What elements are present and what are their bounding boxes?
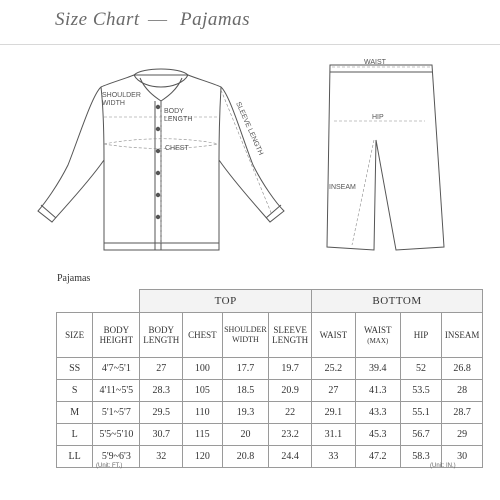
size-table	[56, 289, 483, 468]
cell-hip: 55.1	[400, 402, 442, 424]
cell-waist: 27	[312, 380, 356, 402]
col-sleeve-length: SLEEVE LENGTH	[269, 313, 312, 358]
body-length-label: BODY LENGTH	[164, 108, 193, 123]
table-row	[57, 402, 483, 424]
cell-size: M	[57, 402, 93, 424]
cell-body-length: 29.5	[140, 402, 183, 424]
cell-shoulder-width: 18.5	[222, 380, 269, 402]
col-size: SIZE	[57, 313, 93, 358]
table-caption: Pajamas	[57, 273, 91, 284]
col-hip: HIP	[400, 313, 442, 358]
page-title: Size Chart	[55, 9, 140, 30]
cell-shoulder-width: 20.8	[222, 446, 269, 468]
cell-hip: 52	[400, 358, 442, 380]
cell-body-length: 27	[140, 358, 183, 380]
waist-label: WAIST	[364, 59, 386, 66]
cell-sleeve-length: 20.9	[269, 380, 312, 402]
cell-sleeve-length: 22	[269, 402, 312, 424]
cell-inseam: 28	[442, 380, 483, 402]
table-corner	[57, 290, 140, 313]
cell-hip: 56.7	[400, 424, 442, 446]
col-body-length: BODY LENGTH	[140, 313, 183, 358]
cell-hip: 58.3	[400, 446, 442, 468]
cell-body-height: 4'11~5'5	[93, 380, 140, 402]
inseam-label: INSEAM	[329, 184, 356, 191]
cell-size: S	[57, 380, 93, 402]
cell-waist-max: 43.3	[355, 402, 400, 424]
cell-waist-max: 45.3	[355, 424, 400, 446]
pants-measure-lines	[332, 67, 430, 245]
col-inseam: INSEAM	[442, 313, 483, 358]
unit-note-in: (Unit: IN.)	[430, 463, 456, 469]
cell-body-length: 28.3	[140, 380, 183, 402]
cell-waist-max: 41.3	[355, 380, 400, 402]
cell-body-length: 32	[140, 446, 183, 468]
shirt-buttons	[156, 105, 160, 219]
chest-label: CHEST	[165, 145, 189, 152]
header	[0, 0, 500, 44]
cell-size: LL	[57, 446, 93, 468]
group-top: TOP	[140, 290, 312, 313]
table-row	[57, 380, 483, 402]
cell-size: SS	[57, 358, 93, 380]
cell-sleeve-length: 19.7	[269, 358, 312, 380]
cell-size: L	[57, 424, 93, 446]
cell-waist: 29.1	[312, 402, 356, 424]
cell-chest: 105	[183, 380, 223, 402]
cell-shoulder-width: 20	[222, 424, 269, 446]
cell-chest: 120	[183, 446, 223, 468]
cell-chest: 115	[183, 424, 223, 446]
table-row	[57, 424, 483, 446]
cell-inseam: 30	[442, 446, 483, 468]
cell-sleeve-length: 23.2	[269, 424, 312, 446]
cell-waist: 33	[312, 446, 356, 468]
cell-inseam: 28.7	[442, 402, 483, 424]
cell-chest: 100	[183, 358, 223, 380]
shoulder-width-label: SHOULDER WIDTH	[102, 92, 141, 107]
title-dash: —	[148, 9, 167, 30]
cell-body-height: 4'7~5'1	[93, 358, 140, 380]
cell-hip: 53.5	[400, 380, 442, 402]
cell-waist-max: 39.4	[355, 358, 400, 380]
col-waist: WAIST	[312, 313, 356, 358]
cell-inseam: 29	[442, 424, 483, 446]
cell-waist-max: 47.2	[355, 446, 400, 468]
cell-body-length: 30.7	[140, 424, 183, 446]
group-bottom: BOTTOM	[312, 290, 483, 313]
cell-shoulder-width: 19.3	[222, 402, 269, 424]
col-body-height: BODY HEIGHT	[93, 313, 140, 358]
col-shoulder-width: SHOULDER WIDTH	[222, 313, 269, 358]
unit-note-ft: (Unit: FT.)	[96, 463, 123, 469]
cell-body-height: 5'9~6'3	[93, 446, 140, 468]
cell-body-height: 5'1~5'7	[93, 402, 140, 424]
cell-chest: 110	[183, 402, 223, 424]
cell-shoulder-width: 17.7	[222, 358, 269, 380]
pants-illustration	[327, 65, 444, 250]
page-subtitle: Pajamas	[180, 9, 250, 30]
cell-sleeve-length: 24.4	[269, 446, 312, 468]
size-diagram	[0, 45, 500, 270]
cell-inseam: 26.8	[442, 358, 483, 380]
table-row	[57, 358, 483, 380]
cell-body-height: 5'5~5'10	[93, 424, 140, 446]
sleeve-length-label: SLEEVE LENGTH	[234, 100, 264, 157]
col-waist-max: WAIST (MAX)	[355, 313, 400, 358]
col-chest: CHEST	[183, 313, 223, 358]
cell-waist: 31.1	[312, 424, 356, 446]
hip-label: HIP	[372, 114, 384, 121]
cell-waist: 25.2	[312, 358, 356, 380]
